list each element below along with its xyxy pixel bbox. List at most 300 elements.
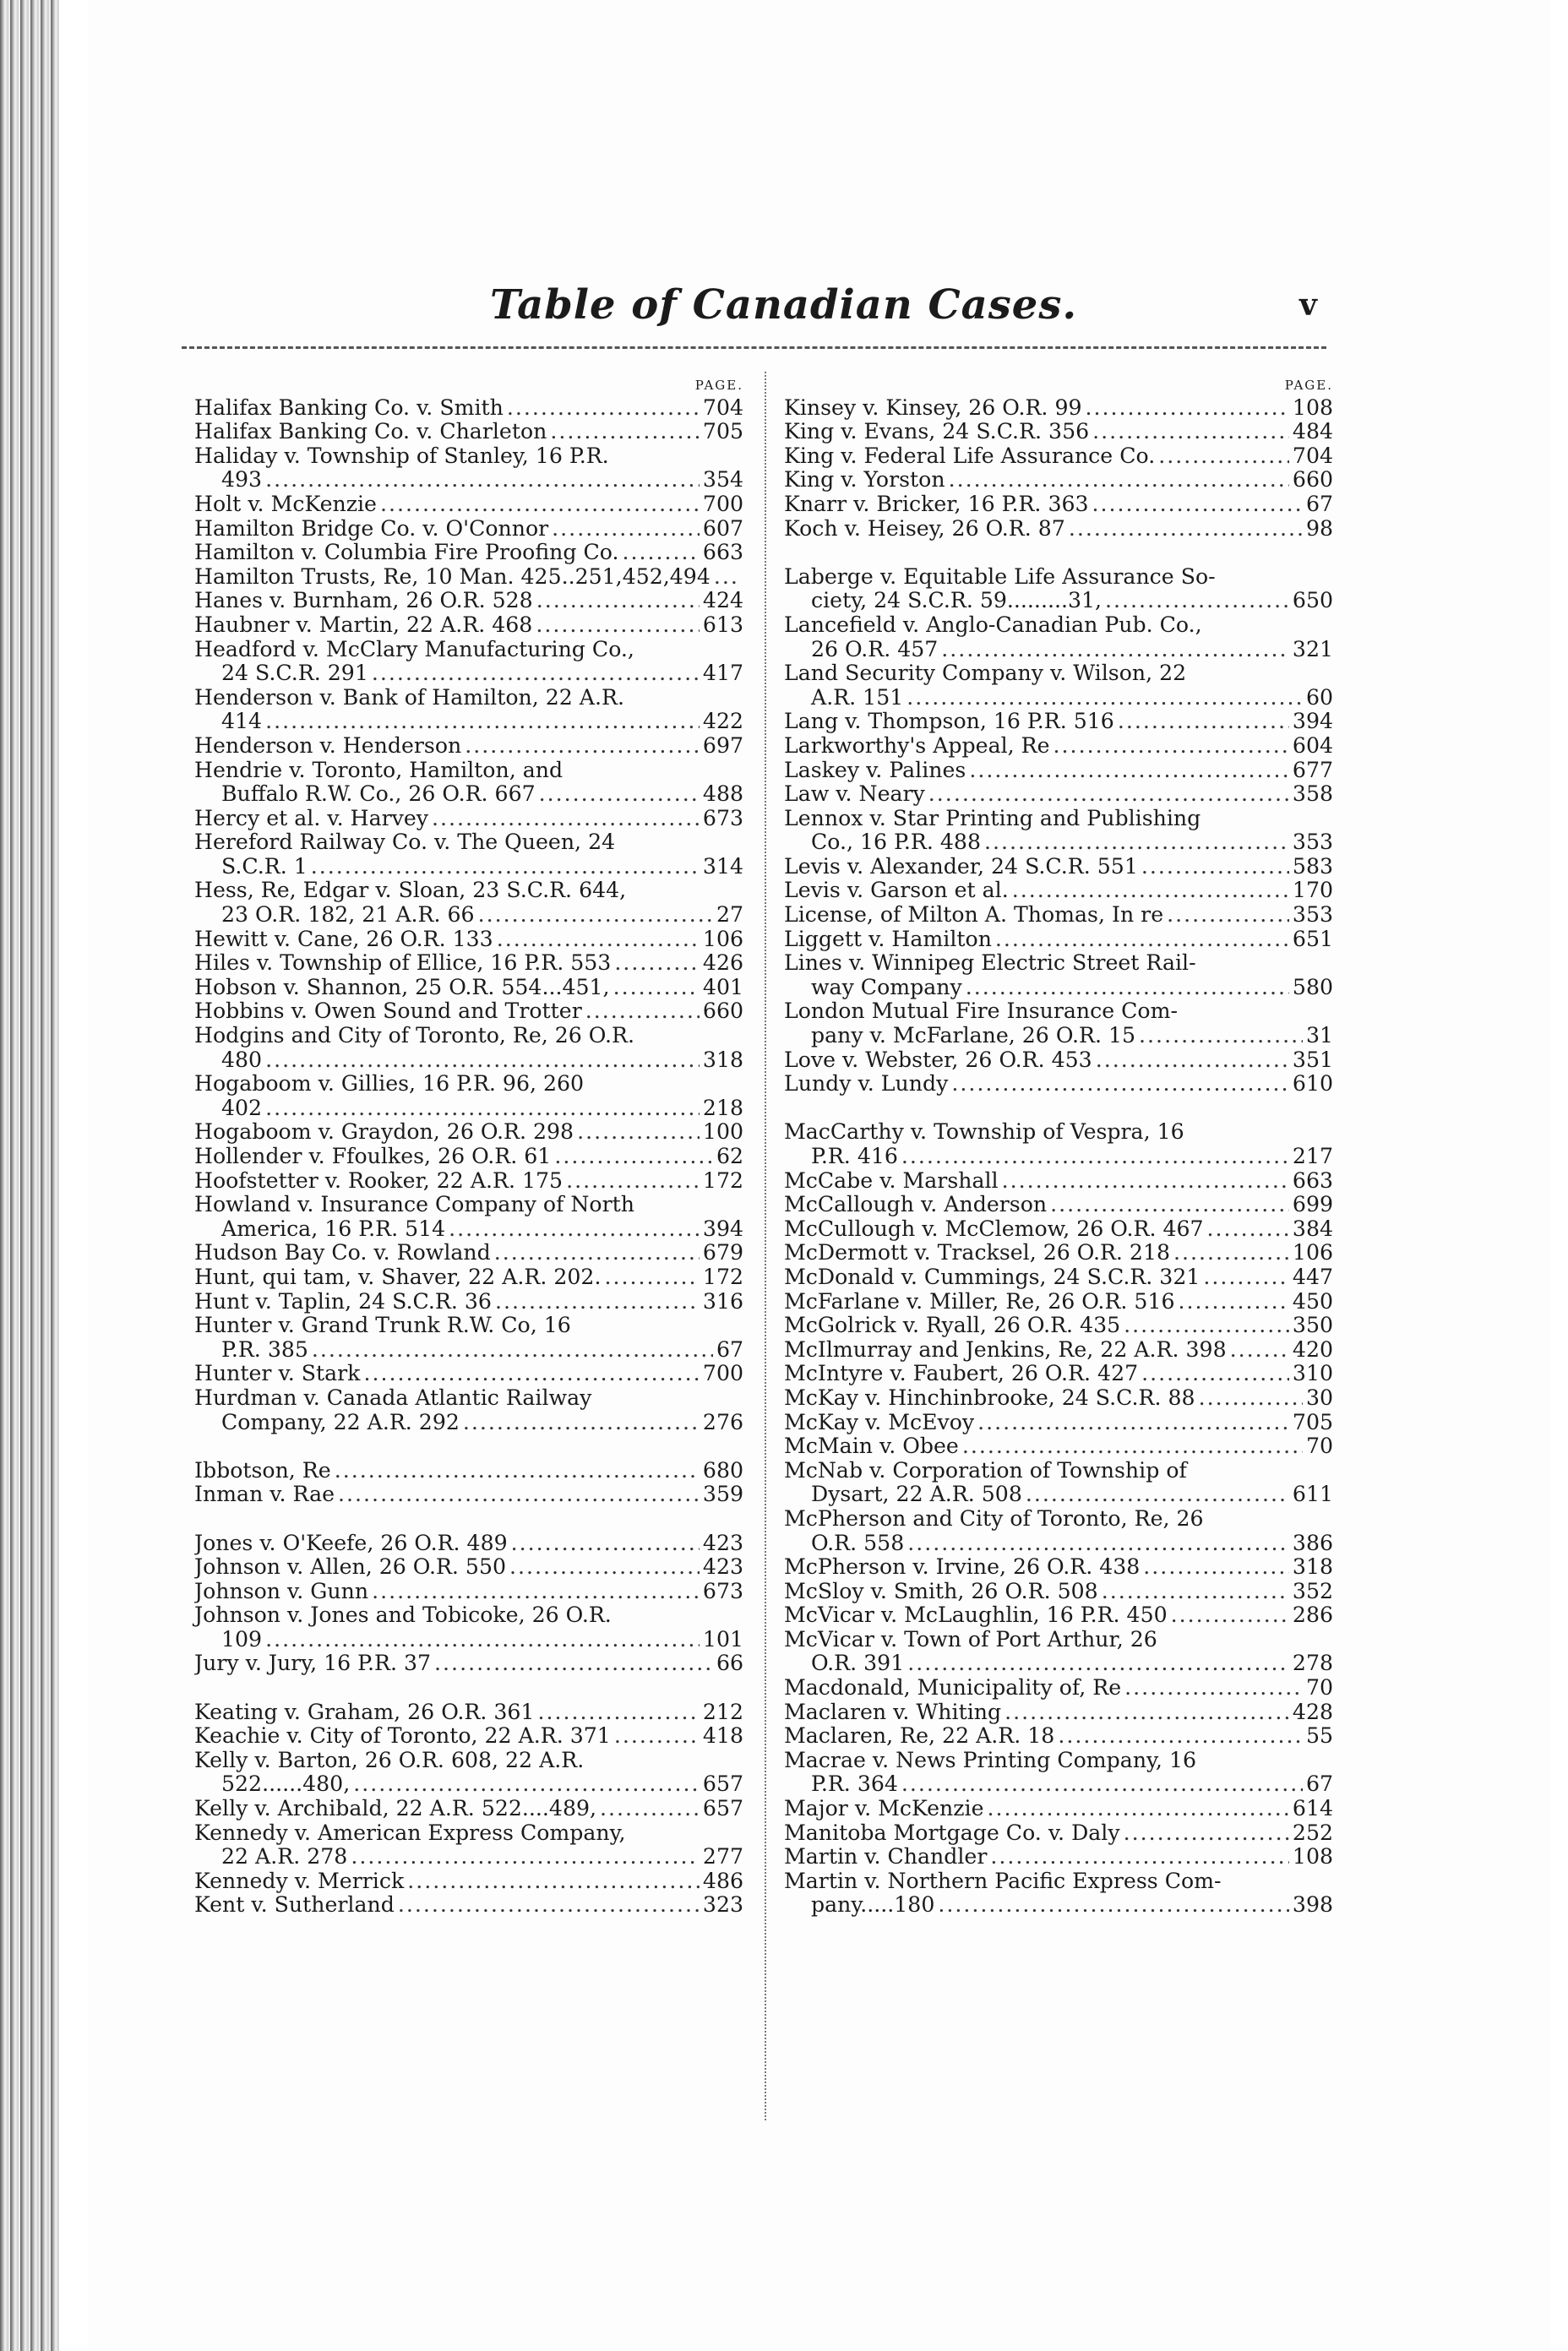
case-name-line: McGolrick v. Ryall, 26 O.R. 435 xyxy=(784,1314,1121,1338)
dot-leader xyxy=(1118,710,1289,734)
letter-section-gap xyxy=(784,1097,1333,1121)
case-name-line: Hunter v. Stark xyxy=(194,1362,361,1386)
case-entry xyxy=(194,1483,743,1507)
case-entry xyxy=(194,976,743,1000)
dot-leader xyxy=(566,1169,700,1194)
case-name-line: Henderson v. Bank of Hamilton, 22 A.R. xyxy=(194,684,624,710)
case-page-number: 67 xyxy=(716,1337,743,1362)
case-entry xyxy=(194,951,743,976)
dot-leader xyxy=(577,1120,700,1145)
case-page-number: 486 xyxy=(702,1869,743,1893)
case-page-number: 398 xyxy=(1292,1893,1333,1918)
case-name-line: Keachie v. City of Toronto, 22 A.R. 371 xyxy=(194,1724,611,1749)
case-entry xyxy=(784,1797,1333,1821)
case-page-number: 100 xyxy=(702,1120,743,1145)
dot-leader xyxy=(949,468,1289,493)
case-page-number: 657 xyxy=(702,1772,743,1797)
case-name-line: McSloy v. Smith, 26 O.R. 508 xyxy=(784,1579,1098,1603)
case-entry xyxy=(784,1749,1333,1797)
dot-leader xyxy=(552,517,700,541)
case-entry xyxy=(784,1362,1333,1386)
case-entry xyxy=(784,1459,1333,1507)
header-rule xyxy=(182,346,1326,349)
case-name-line: way Company xyxy=(811,975,962,999)
case-entry xyxy=(784,1072,1333,1097)
case-name-line: 493 xyxy=(221,468,263,493)
case-page-number: 700 xyxy=(702,1362,743,1386)
page-number: v xyxy=(1299,287,1317,323)
case-page-number: 447 xyxy=(1292,1265,1333,1289)
case-page-number: 278 xyxy=(1292,1652,1333,1676)
dot-leader xyxy=(1124,1821,1289,1846)
case-page-number: 67 xyxy=(1305,492,1333,516)
case-name-line: 414 xyxy=(221,710,263,734)
dot-leader xyxy=(1173,1241,1289,1265)
dot-leader xyxy=(1141,855,1289,879)
dot-leader xyxy=(1158,444,1289,469)
case-name-line: Hiles v. Township of Ellice, 16 P.R. 553 xyxy=(194,951,612,976)
case-page-number: 613 xyxy=(702,612,743,637)
dot-leader xyxy=(1026,1483,1289,1507)
case-name-line: Kennedy v. American Express Company, xyxy=(194,1820,626,1845)
case-entry xyxy=(194,1555,743,1580)
dot-leader xyxy=(1143,1555,1289,1580)
case-page-number: 218 xyxy=(702,1096,743,1120)
case-entry xyxy=(784,1241,1333,1265)
dot-leader xyxy=(1203,1265,1289,1290)
case-page-number: 680 xyxy=(702,1458,743,1483)
case-entry xyxy=(194,444,743,493)
case-entry xyxy=(784,1411,1333,1435)
case-name-line: Hunt, qui tam, v. Shaver, 22 A.R. 202. xyxy=(194,1265,602,1289)
case-name-line: Johnson v. Allen, 26 O.R. 550 xyxy=(194,1555,507,1580)
dot-leader xyxy=(995,928,1289,952)
case-name-line: 26 O.R. 457 xyxy=(811,637,939,661)
case-page-number: 106 xyxy=(702,927,743,951)
case-entry xyxy=(194,1265,743,1290)
case-name-line: Hanes v. Burnham, 26 O.R. 528 xyxy=(194,589,533,613)
case-name-line: Hudson Bay Co. v. Rowland xyxy=(194,1241,491,1265)
case-page-number: 426 xyxy=(702,951,743,976)
case-entry xyxy=(784,903,1333,928)
case-page-number: 286 xyxy=(1292,1603,1333,1628)
case-entry xyxy=(194,565,743,590)
dot-leader xyxy=(951,1072,1289,1097)
case-page-number: 106 xyxy=(1292,1241,1333,1265)
case-entry xyxy=(194,1169,743,1194)
case-page-number: 705 xyxy=(702,420,743,444)
dot-leader xyxy=(614,1724,700,1749)
case-name-line: Headford v. McClary Manufacturing Co., xyxy=(194,636,634,661)
case-name-line: Laberge v. Equitable Life Assurance So- xyxy=(784,563,1216,589)
case-name-line: Halifax Banking Co. v. Smith xyxy=(194,395,504,420)
dot-leader xyxy=(497,928,700,952)
case-entry xyxy=(194,1797,743,1821)
case-name-line: McFarlane v. Miller, Re, 26 O.R. 516 xyxy=(784,1289,1175,1314)
case-name-line: MacCarthy v. Township of Vespra, 16 xyxy=(784,1119,1184,1145)
dot-leader xyxy=(407,1869,700,1894)
dot-leader xyxy=(1124,1676,1303,1701)
dot-leader xyxy=(941,638,1289,662)
case-page-number: 62 xyxy=(716,1145,743,1168)
case-name-line: McKay v. McEvoy xyxy=(784,1410,975,1434)
case-page-number: 704 xyxy=(702,395,743,420)
case-page-number: 108 xyxy=(1292,1845,1333,1869)
case-name-line: Larkworthy's Appeal, Re xyxy=(784,733,1050,758)
case-entry xyxy=(784,1580,1333,1604)
dot-leader xyxy=(465,734,700,759)
case-page-number: 321 xyxy=(1292,637,1333,661)
case-name-line: Inman v. Rae xyxy=(194,1483,335,1507)
case-page-number: 700 xyxy=(702,492,743,516)
dot-leader xyxy=(511,1532,700,1556)
case-entry xyxy=(784,928,1333,952)
case-name-line: Hogaboom v. Gillies, 16 P.R. 96, 260 xyxy=(194,1071,585,1097)
dot-leader xyxy=(432,807,700,831)
case-name-line: Kent v. Sutherland xyxy=(194,1893,395,1918)
case-page-number: 677 xyxy=(1292,758,1333,782)
case-name-line: Koch v. Heisey, 26 O.R. 87 xyxy=(784,516,1065,541)
dot-leader xyxy=(969,759,1289,783)
dot-leader xyxy=(380,493,700,517)
case-name-line: Haliday v. Township of Stanley, 16 P.R. xyxy=(194,443,609,468)
case-name-line: Hercy et al. v. Harvey xyxy=(194,806,429,830)
dot-leader xyxy=(311,855,700,879)
case-entry xyxy=(194,493,743,517)
dot-leader xyxy=(338,1483,700,1507)
case-name-line: Hewitt v. Cane, 26 O.R. 133 xyxy=(194,927,493,951)
page-column-label: PAGE. xyxy=(1284,378,1333,393)
case-page-number: 384 xyxy=(1292,1216,1333,1241)
case-name-line: 24 S.C.R. 291 xyxy=(221,661,368,686)
case-entry xyxy=(194,999,743,1024)
case-name-line: Hamilton Trusts, Re, 10 Man. 425..251,452,494 xyxy=(194,564,710,589)
case-name-line: Kelly v. Archibald, 22 A.R. 522....489, xyxy=(194,1797,597,1821)
case-entry xyxy=(194,1821,743,1869)
case-entry xyxy=(194,1120,743,1145)
dot-leader xyxy=(363,1362,699,1386)
case-name-line: Holt v. McKenzie xyxy=(194,492,377,516)
dot-leader xyxy=(1054,734,1289,759)
case-name-line: McIntyre v. Faubert, 26 O.R. 427 xyxy=(784,1362,1139,1386)
case-page-number: 31 xyxy=(1305,1024,1333,1048)
case-page-number: 30 xyxy=(1305,1385,1333,1410)
case-entry xyxy=(784,1555,1333,1580)
case-name-line: McDonald v. Cummings, 24 S.C.R. 321 xyxy=(784,1265,1200,1289)
case-entry xyxy=(194,1024,743,1072)
dot-leader xyxy=(1012,879,1289,903)
case-page-number: 277 xyxy=(702,1845,743,1869)
case-page-number: 276 xyxy=(702,1410,743,1434)
case-name-line: Hollender v. Ffoulkes, 26 O.R. 61 xyxy=(194,1145,552,1168)
case-entry xyxy=(194,1145,743,1169)
case-name-line: Major v. McKenzie xyxy=(784,1797,984,1821)
dot-leader xyxy=(1086,396,1289,421)
dot-leader xyxy=(1105,589,1289,613)
case-page-number: 172 xyxy=(702,1265,743,1289)
dot-leader xyxy=(494,1241,700,1265)
case-page-number: 423 xyxy=(702,1555,743,1580)
dot-leader xyxy=(554,1145,713,1169)
case-name-line: McMain v. Obee xyxy=(784,1434,959,1459)
case-name-line: Hodgins and City of Toronto, Re, 26 O.R. xyxy=(194,1023,634,1048)
case-entry xyxy=(194,1386,743,1434)
dot-leader xyxy=(351,1845,700,1869)
case-entry xyxy=(194,759,743,807)
case-name-line: Lundy v. Lundy xyxy=(784,1072,949,1097)
case-name-line: Buffalo R.W. Co., 26 O.R. 667 xyxy=(221,782,536,807)
case-page-number: 611 xyxy=(1292,1483,1333,1507)
case-name-line: Kennedy v. Merrick xyxy=(194,1869,405,1893)
case-entry xyxy=(784,1120,1333,1168)
case-entry xyxy=(194,1290,743,1314)
dot-leader xyxy=(536,613,700,638)
case-name-line: McKay v. Hinchinbrooke, 24 S.C.R. 88 xyxy=(784,1385,1195,1410)
dot-leader xyxy=(312,1338,713,1363)
dot-leader xyxy=(550,420,700,444)
case-entry xyxy=(784,1628,1333,1676)
case-entry xyxy=(194,1749,743,1797)
case-entry xyxy=(194,1701,743,1725)
case-entry xyxy=(194,879,743,927)
case-entry xyxy=(194,541,743,565)
dot-leader xyxy=(623,541,700,565)
case-page-number: 353 xyxy=(1292,830,1333,855)
case-name-line: O.R. 391 xyxy=(811,1652,905,1676)
dot-leader xyxy=(928,782,1289,807)
case-entry xyxy=(194,928,743,952)
case-entry xyxy=(784,999,1333,1048)
case-entry xyxy=(784,444,1333,469)
scan-binding-edge xyxy=(0,0,59,2351)
case-page-number: 614 xyxy=(1292,1797,1333,1821)
case-page-number: 484 xyxy=(1292,420,1333,444)
dot-leader xyxy=(1207,1217,1289,1242)
case-page-number: 170 xyxy=(1292,879,1333,903)
case-page-number: 60 xyxy=(1305,685,1333,710)
case-name-line: Land Security Company v. Wilson, 22 xyxy=(784,661,1187,686)
case-page-number: 583 xyxy=(1292,854,1333,879)
case-name-line: Hunt v. Taplin, 24 S.C.R. 36 xyxy=(194,1289,492,1314)
case-page-number: 450 xyxy=(1292,1289,1333,1314)
case-name-line: Levis v. Alexander, 24 S.C.R. 551 xyxy=(784,854,1138,879)
case-entry xyxy=(194,1459,743,1483)
dot-leader xyxy=(938,1893,1289,1918)
dot-leader xyxy=(600,1797,700,1821)
case-name-line: Jury v. Jury, 16 P.R. 37 xyxy=(194,1652,432,1676)
dot-leader xyxy=(614,951,700,976)
case-page-number: 217 xyxy=(1292,1145,1333,1168)
case-entry xyxy=(784,468,1333,493)
case-name-line: Macdonald, Municipality of, Re xyxy=(784,1676,1122,1701)
case-page-number: 352 xyxy=(1292,1579,1333,1603)
dot-leader xyxy=(1171,1603,1289,1628)
case-entry xyxy=(784,493,1333,517)
case-page-number: 660 xyxy=(702,999,743,1024)
case-entry xyxy=(784,420,1333,444)
case-name-line: ciety, 24 S.C.R. 59.........31, xyxy=(811,589,1102,613)
case-entry xyxy=(784,517,1333,541)
case-name-line: Hunter v. Grand Trunk R.W. Co, 16 xyxy=(194,1313,571,1338)
case-name-line: McPherson and City of Toronto, Re, 26 xyxy=(784,1505,1204,1531)
case-page-number: 252 xyxy=(1292,1820,1333,1845)
case-page-number: 580 xyxy=(1292,975,1333,999)
column-divider xyxy=(765,372,766,2120)
case-entry xyxy=(784,807,1333,855)
letter-section-gap xyxy=(194,1434,743,1459)
dot-leader xyxy=(449,1217,700,1242)
case-name-line: Law v. Neary xyxy=(784,782,925,807)
dot-leader xyxy=(901,1145,1289,1169)
case-page-number: 418 xyxy=(702,1724,743,1749)
case-page-number: 386 xyxy=(1292,1531,1333,1555)
case-name-line: Laskey v. Palines xyxy=(784,758,966,782)
case-name-line: London Mutual Fire Insurance Com- xyxy=(784,999,1178,1024)
case-entry xyxy=(784,759,1333,783)
case-page-number: 394 xyxy=(1292,710,1333,734)
case-page-number: 488 xyxy=(702,782,743,807)
dot-leader xyxy=(495,1290,700,1314)
case-page-number: 310 xyxy=(1292,1362,1333,1386)
index-column-right xyxy=(784,372,1333,1918)
case-entry xyxy=(784,396,1333,421)
case-name-line: O.R. 558 xyxy=(811,1531,905,1555)
dot-leader xyxy=(1167,903,1289,928)
case-name-line: Hess, Re, Edgar v. Sloan, 23 S.C.R. 644, xyxy=(194,878,627,903)
case-entry xyxy=(784,1290,1333,1314)
dot-leader xyxy=(1199,1386,1303,1411)
case-page-number: 350 xyxy=(1292,1314,1333,1338)
case-name-line: Dysart, 22 A.R. 508 xyxy=(811,1483,1022,1507)
case-entry xyxy=(784,1701,1333,1725)
case-entry xyxy=(784,782,1333,807)
case-entry xyxy=(784,1507,1333,1555)
case-name-line: P.R. 416 xyxy=(811,1145,898,1168)
case-page-number: 673 xyxy=(702,1579,743,1603)
case-page-number: 359 xyxy=(702,1483,743,1507)
case-page-number: 318 xyxy=(702,1048,743,1072)
case-entry xyxy=(194,638,743,686)
case-page-number: 66 xyxy=(716,1652,743,1676)
case-name-line: King v. Yorston xyxy=(784,468,945,493)
case-page-number: 423 xyxy=(702,1531,743,1555)
case-name-line: Maclaren v. Whiting xyxy=(784,1700,1002,1724)
case-name-line: Henderson v. Henderson xyxy=(194,733,462,758)
case-name-line: Company, 22 A.R. 292 xyxy=(221,1410,460,1434)
case-entry xyxy=(194,1314,743,1362)
case-name-line: McIlmurray and Jenkins, Re, 22 A.R. 398 xyxy=(784,1337,1227,1362)
dot-leader xyxy=(335,1459,700,1483)
case-name-line: Hamilton Bridge Co. v. O'Connor xyxy=(194,516,549,541)
case-entry xyxy=(784,1386,1333,1411)
dot-leader xyxy=(1139,1024,1303,1048)
case-entry xyxy=(784,1217,1333,1242)
case-entry xyxy=(784,855,1333,879)
case-name-line: Martin v. Northern Pacific Express Com- xyxy=(784,1868,1222,1893)
case-name-line: Lancefield v. Anglo-Canadian Pub. Co., xyxy=(784,612,1202,637)
case-name-line: McDermott v. Tracksel, 26 O.R. 218 xyxy=(784,1241,1171,1265)
case-entry xyxy=(194,1532,743,1556)
case-page-number: 353 xyxy=(1292,903,1333,928)
case-name-line: 109 xyxy=(221,1627,263,1652)
case-name-line: Hoofstetter v. Rooker, 22 A.R. 175 xyxy=(194,1168,564,1193)
case-name-line: P.R. 364 xyxy=(811,1772,898,1797)
case-page-number: 607 xyxy=(702,516,743,541)
case-name-line: Howland v. Insurance Company of North xyxy=(194,1192,634,1217)
dot-leader xyxy=(536,589,700,613)
dot-leader xyxy=(1092,420,1289,444)
dot-leader xyxy=(1058,1724,1303,1749)
case-name-line: McCullough v. McClemow, 26 O.R. 467 xyxy=(784,1216,1204,1241)
case-page-number: 697 xyxy=(702,733,743,758)
case-page-number: 651 xyxy=(1292,927,1333,951)
case-name-line: Lines v. Winnipeg Electric Street Rail- xyxy=(784,950,1196,976)
case-name-line: McPherson v. Irvine, 26 O.R. 438 xyxy=(784,1555,1141,1580)
case-page-number: 424 xyxy=(702,589,743,613)
case-entry xyxy=(194,589,743,613)
case-page-number: 55 xyxy=(1305,1724,1333,1749)
case-entry xyxy=(784,1169,1333,1194)
case-name-line: Levis v. Garson et al. xyxy=(784,879,1009,903)
dot-leader xyxy=(478,903,713,928)
case-name-line: Lang v. Thompson, 16 P.R. 516 xyxy=(784,710,1114,734)
case-entry xyxy=(784,1314,1333,1338)
case-name-line: A.R. 151 xyxy=(811,685,904,710)
case-page-number: 67 xyxy=(1305,1772,1333,1797)
dot-leader xyxy=(1124,1314,1289,1338)
case-name-line: Manitoba Mortgage Co. v. Daly xyxy=(784,1820,1120,1845)
case-name-line: Jones v. O'Keefe, 26 O.R. 489 xyxy=(194,1531,508,1555)
case-entry xyxy=(194,396,743,421)
case-page-number: 422 xyxy=(702,710,743,734)
dot-leader xyxy=(265,468,700,493)
dot-leader xyxy=(537,1701,699,1725)
case-page-number: 358 xyxy=(1292,782,1333,807)
case-entry xyxy=(784,661,1333,710)
case-entry xyxy=(194,517,743,541)
dot-leader xyxy=(1179,1290,1289,1314)
case-name-line: 480 xyxy=(221,1048,263,1072)
case-name-line: Hobbins v. Owen Sound and Trotter xyxy=(194,999,582,1024)
case-entry xyxy=(194,1869,743,1894)
case-name-line: McVicar v. McLaughlin, 16 P.R. 450 xyxy=(784,1603,1168,1628)
dot-leader xyxy=(907,1652,1289,1676)
case-name-line: McVicar v. Town of Port Arthur, 26 xyxy=(784,1626,1157,1652)
case-name-line: Hereford Railway Co. v. The Queen, 24 xyxy=(194,830,616,855)
case-page-number: 428 xyxy=(1292,1700,1333,1724)
case-name-line: Johnson v. Gunn xyxy=(194,1579,369,1603)
case-name-line: Love v. Webster, 26 O.R. 453 xyxy=(784,1048,1092,1072)
case-name-line: S.C.R. 1 xyxy=(221,854,308,879)
case-page-number: 657 xyxy=(702,1797,743,1821)
case-name-line: 402 xyxy=(221,1096,263,1120)
case-name-line: Hendrie v. Toronto, Hamilton, and xyxy=(194,757,564,782)
letter-section-gap xyxy=(784,541,1333,565)
dot-leader xyxy=(353,1772,700,1797)
case-entry xyxy=(194,613,743,638)
case-page-number: 318 xyxy=(1292,1555,1333,1580)
case-page-number: 663 xyxy=(702,541,743,565)
case-entry xyxy=(194,1652,743,1676)
case-page-number: 604 xyxy=(1292,733,1333,758)
case-name-line: Hurdman v. Canada Atlantic Railway xyxy=(194,1385,592,1410)
dot-leader xyxy=(539,782,700,807)
case-page-number: 323 xyxy=(702,1893,743,1918)
dot-leader xyxy=(977,1411,1289,1435)
dot-leader xyxy=(1004,1701,1289,1725)
case-entry xyxy=(784,1048,1333,1073)
dot-leader xyxy=(585,999,700,1024)
